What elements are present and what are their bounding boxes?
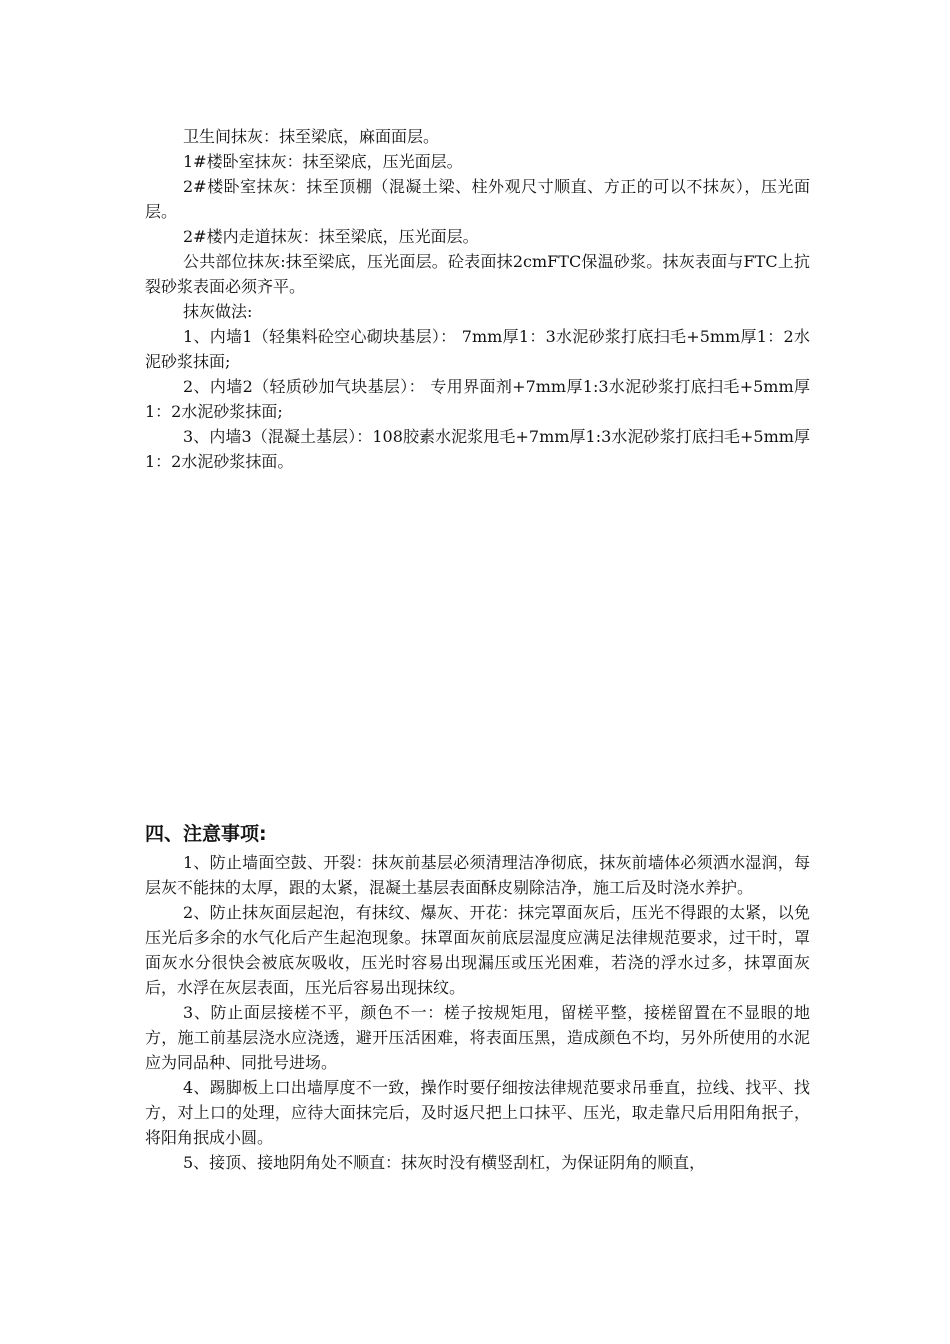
plastering-section [145, 124, 810, 474]
paragraph-precaution-4: 4、踢脚板上口出墙厚度不一致，操作时要仔细按法律规范要求吊垂直，拉线、找平、找方，对上口的处理，应待大面抹完后，及时返尺把上口抹平、压光，取走靠尺后用阳角抿子，将阳角抿成小圆。 [145, 1078, 810, 1147]
section-heading: 四、注意事项: [145, 823, 267, 845]
precautions-section [145, 820, 810, 1175]
paragraph-wall-3: 3、内墙3（混凝土基层）：108胶素水泥浆甩毛+7mm厚1:3水泥砂浆打底扫毛+5mm厚1：2水泥砂浆抹面。 [145, 427, 810, 471]
paragraph-building2-bedroom: 2#楼卧室抹灰：抹至顶棚（混凝土梁、柱外观尺寸顺直、方正的可以不抹灰），压光面层。 [145, 177, 810, 221]
paragraph-wall-1: 1、内墙1（轻集料砼空心砌块基层）： 7mm厚1：3水泥砂浆打底扫毛+5mm厚1：2水泥砂浆抹面; [145, 327, 810, 371]
paragraph-precaution-2: 2、防止抹灰面层起泡，有抹纹、爆灰、开花：抹完罩面灰后，压光不得跟的太紧，以免压光后多余的水气化后产生起泡现象。抹罩面灰前底层湿度应满足法律规范要求，过干时，罩面灰水分很快会被底灰吸收，压光时容易出现漏压或压光困难，若浇的浮水过多，抹罩面灰后，水浮在灰层表面，压光后容易出现抹纹。 [145, 903, 810, 997]
paragraph-precaution-5: 5、接顶、接地阴角处不顺直：抹灰时没有横竖刮杠，为保证阴角的顺直， [183, 1153, 706, 1172]
paragraph-wall-2: 2、内墙2（轻质砂加气块基层）： 专用界面剂+7mm厚1:3水泥砂浆打底扫毛+5mm厚1：2水泥砂浆抹面; [145, 377, 810, 421]
paragraph-bathroom: 卫生间抹灰：抹至梁底，麻面面层。 [183, 127, 440, 146]
paragraph-building1-bedroom: 1#楼卧室抹灰：抹至梁底，压光面层。 [183, 152, 463, 171]
paragraph-public-area: 公共部位抹灰:抹至梁底，压光面层。砼表面抹2cmFTC保温砂浆。抹灰表面与FTC上抗裂砂浆表面必须齐平。 [145, 252, 810, 296]
paragraph-precaution-1: 1、防止墙面空鼓、开裂：抹灰前基层必须清理洁净彻底，抹灰前墙体必须洒水湿润，每层灰不能抹的太厚，跟的太紧，混凝土基层表面酥皮剔除洁净，施工后及时浇水养护。 [145, 853, 810, 897]
paragraph-building2-corridor: 2#楼内走道抹灰：抹至梁底，压光面层。 [183, 227, 479, 246]
paragraph-precaution-3: 3、防止面层接槎不平，颜色不一：槎子按规矩甩，留槎平整，接槎留置在不显眼的地方，施工前基层浇水应浇透，避开压活困难，将表面压黑，造成颜色不均，另外所使用的水泥应为同品种、同批号进场。 [145, 1003, 810, 1072]
paragraph-method-title: 抹灰做法: [183, 302, 253, 321]
